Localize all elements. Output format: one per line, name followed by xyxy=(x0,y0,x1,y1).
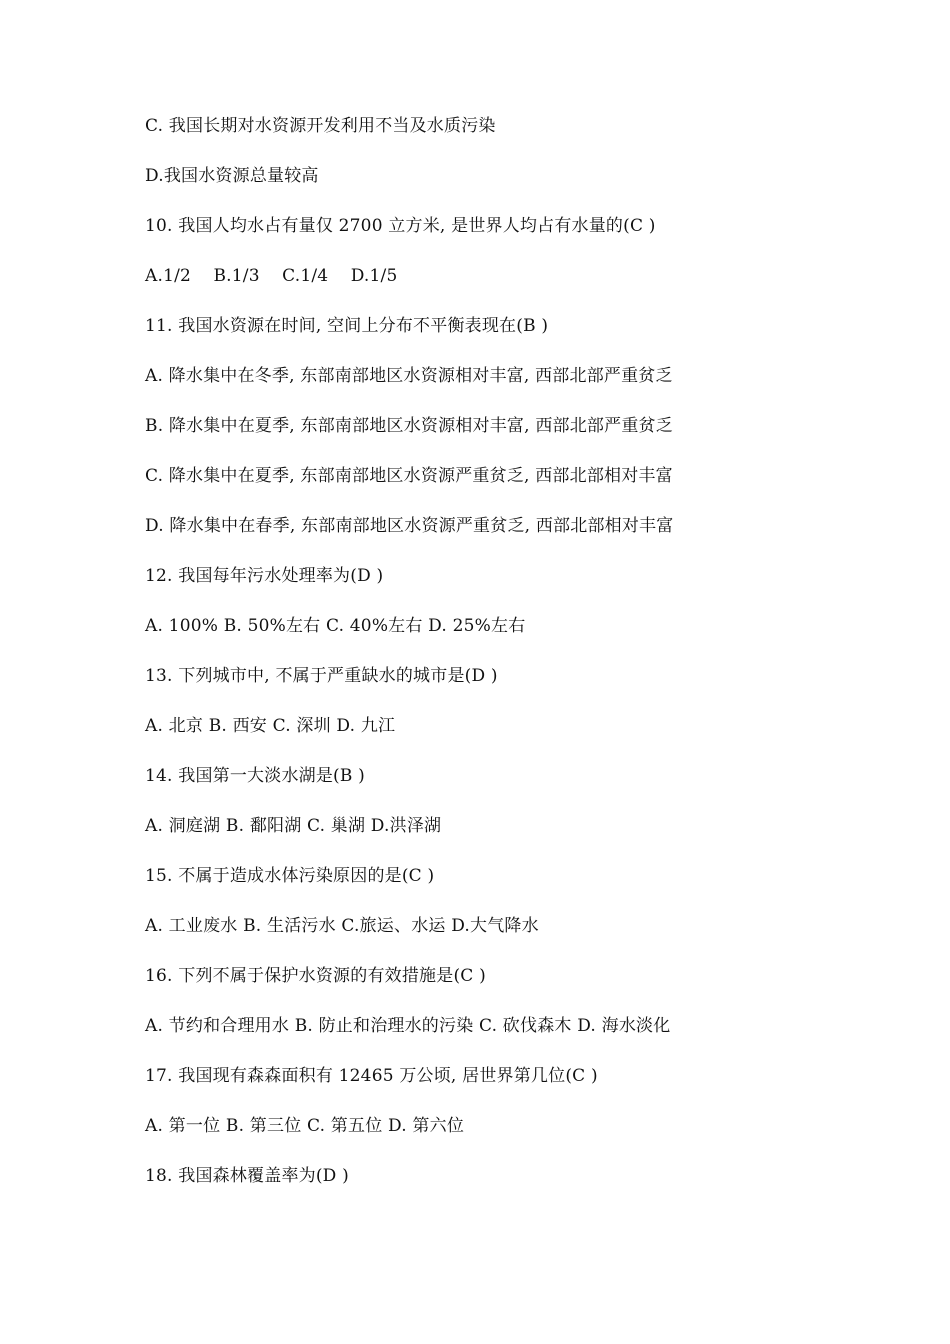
question-line: 17. 我国现有森森面积有 12465 万公顷, 居世界第几位(C ) xyxy=(145,1066,598,1086)
option-line: A.1/2 B.1/3 C.1/4 D.1/5 xyxy=(145,266,398,286)
option-line: D. 降水集中在春季, 东部南部地区水资源严重贫乏, 西部北部相对丰富 xyxy=(145,516,674,536)
option-line: A. 节约和合理用水 B. 防止和治理水的污染 C. 砍伐森木 D. 海水淡化 xyxy=(145,1016,671,1036)
question-line: 18. 我国森林覆盖率为(D ) xyxy=(145,1166,349,1186)
option-line: A. 洞庭湖 B. 鄱阳湖 C. 巢湖 D.洪泽湖 xyxy=(145,816,442,836)
question-line: 12. 我国每年污水处理率为(D ) xyxy=(145,566,384,586)
question-line: 14. 我国第一大淡水湖是(B ) xyxy=(145,766,366,786)
option-line: A. 100% B. 50%左右 C. 40%左右 D. 25%左右 xyxy=(145,616,526,636)
option-line: C. 降水集中在夏季, 东部南部地区水资源严重贫乏, 西部北部相对丰富 xyxy=(145,466,673,486)
question-line: 13. 下列城市中, 不属于严重缺水的城市是(D ) xyxy=(145,666,498,686)
question-line: 10. 我国人均水占有量仅 2700 立方米, 是世界人均占有水量的(C ) xyxy=(145,216,656,236)
option-line: A. 工业废水 B. 生活污水 C.旅运、水运 D.大气降水 xyxy=(145,916,539,936)
option-line: A. 第一位 B. 第三位 C. 第五位 D. 第六位 xyxy=(145,1116,465,1136)
option-line: C. 我国长期对水资源开发利用不当及水质污染 xyxy=(145,116,496,136)
question-line: 11. 我国水资源在时间, 空间上分布不平衡表现在(B ) xyxy=(145,316,549,336)
option-line: B. 降水集中在夏季, 东部南部地区水资源相对丰富, 西部北部严重贫乏 xyxy=(145,416,673,436)
question-list xyxy=(145,112,845,1212)
option-line: D.我国水资源总量较高 xyxy=(145,166,319,186)
question-line: 15. 不属于造成水体污染原因的是(C ) xyxy=(145,866,435,886)
option-line: A. 北京 B. 西安 C. 深圳 D. 九江 xyxy=(145,716,396,736)
option-line: A. 降水集中在冬季, 东部南部地区水资源相对丰富, 西部北部严重贫乏 xyxy=(145,366,673,386)
question-line: 16. 下列不属于保护水资源的有效措施是(C ) xyxy=(145,966,486,986)
